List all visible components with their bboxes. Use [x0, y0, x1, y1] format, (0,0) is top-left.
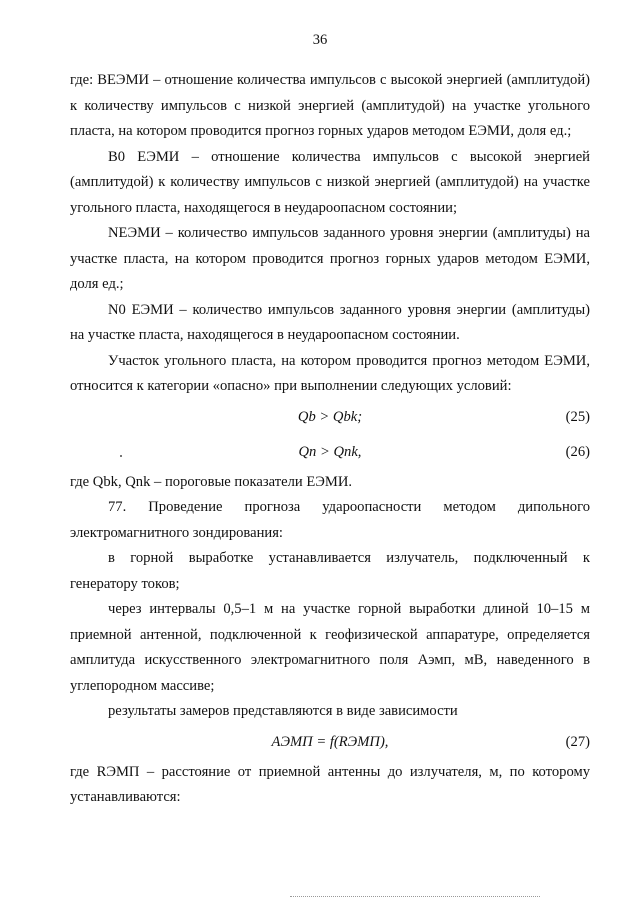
- paragraph-emitter: в горной выработке устанавливается излучатель, подключенный к генератору токов;: [70, 550, 590, 592]
- formula-25: [70, 400, 590, 435]
- formula-25-expr: Qb > Qbk;: [297, 408, 363, 425]
- paragraph-results: результаты замеров представляются в виде зависимости: [108, 703, 458, 719]
- formula-27-expr: AЭМП = f(RЭМП),: [271, 733, 389, 750]
- paragraph-n-eemi: NЕЭМИ – количество импульсов заданного уровня энергии (амплитуды) на участке пласта, на котором проводится прогноз горных ударов методом ЕЭМИ, доля ед.;: [70, 225, 590, 292]
- formula-26: [70, 435, 590, 470]
- paragraph-n0-eemi: N0 ЕЭМИ – количество импульсов заданного уровня энергии (амплитуды) на участке пласта, находящегося в неудароопасном состоянии.: [70, 301, 590, 343]
- paragraph-distance: где RЭМП – расстояние от приемной антенны до излучателя, м, по которому устанавливаются:: [70, 763, 590, 805]
- paragraph-b0-eemi: B0 ЕЭМИ – отношение количества импульсов с высокой энергией (амплитудой) к количеству импульсов с низкой энергией (амплитудой) на участке угольного пласта, находящегося в неудароопасном состоянии;: [70, 148, 590, 216]
- formula-27-number: (27): [565, 733, 590, 750]
- formula-26-number: (26): [565, 443, 590, 460]
- paragraph-intervals: через интервалы 0,5–1 м на участке горной выработки длиной 10–15 м приемной антенной, подключенной к геофизической аппаратуре, определяется амплитуда искусственного электромагнитного поля Aэмп, мВ, наведенного в углепородном массиве;: [70, 601, 590, 694]
- formula-25-number: (25): [565, 408, 590, 425]
- scan-speck: [120, 455, 122, 457]
- paragraph-section-77: 77. Проведение прогноза удароопасности методом дипольного электромагнитного зондирования:: [70, 499, 590, 541]
- paragraph-danger-conditions: Участок угольного пласта, на котором проводится прогноз методом ЕЭМИ, относится к категории «опасно» при выполнении следующих условий:: [70, 352, 590, 394]
- paragraph-thresholds: где Qbk, Qnk – пороговые показатели ЕЭМИ.: [70, 473, 353, 490]
- page-number: 36: [312, 32, 328, 48]
- scan-edge-line: [290, 896, 540, 897]
- formula-27: [70, 725, 590, 760]
- document-body: [70, 68, 590, 811]
- paragraph-b-eemi: где: BЕЭМИ – отношение количества импульсов с высокой энергией (амплитудой) к количеству импульсов с низкой энергией (амплитудой) на участке угольного пласта, на котором проводится прогноз горных ударов методом ЕЭМИ, доля ед.;: [70, 72, 590, 139]
- formula-26-expr: Qn > Qnk,: [298, 443, 362, 460]
